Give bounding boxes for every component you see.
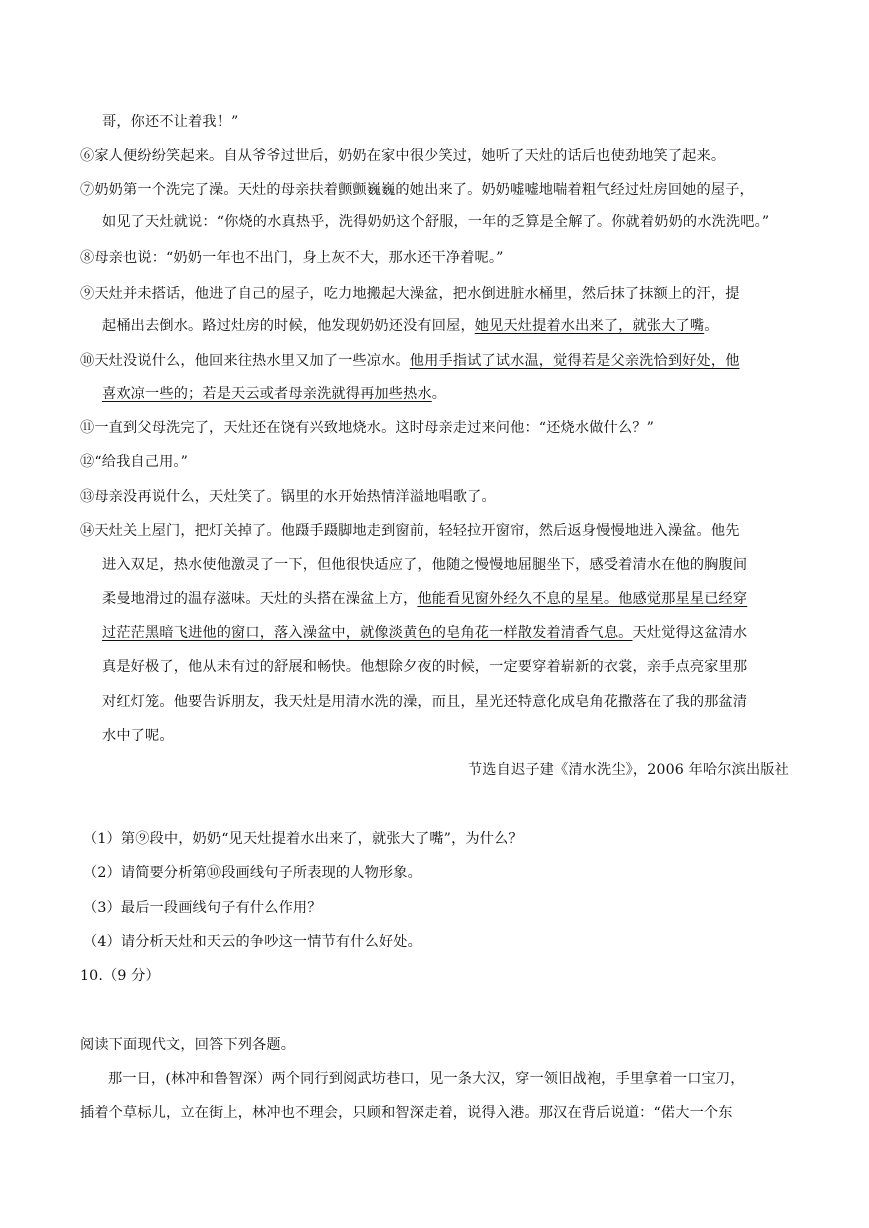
paragraph-10-text: ⑩天灶没说什么，他回来往热水里又加了一些凉水。	[80, 353, 410, 369]
paragraph-14-text-cont: 天灶觉得这盆清水	[632, 625, 748, 641]
paragraph-14-line-6: 对红灯笼。他要告诉朋友，我天灶是用清水洗的澡，而且，星光还特意化成皂角花撒落在了我的那盆清	[102, 694, 748, 710]
paragraph-10-period: 。	[431, 386, 447, 402]
passage-line-2: 插着个草标儿，立在街上，林冲也不理会，只顾和智深走着，说得入港。那汉在背后说道：“偌大一个东	[80, 1105, 733, 1121]
question-4: （4）请分析天灶和天云的争吵这一情节有什么好处。	[83, 934, 422, 950]
underlined-sentence-p9: 她见天灶提着水出来了，就张大了嘴	[474, 318, 705, 334]
paragraph-9-text: 起桶出去倒水。路过灶房的时候，他发现奶奶还没有回屋，	[102, 318, 475, 334]
paragraph-6: ⑥家人便纷纷笑起来。自从爷爷过世后，奶奶在家中很少笑过，她听了天灶的话后也使劲地笑了起来。	[80, 148, 726, 164]
paragraph-10-line-1	[80, 351, 740, 371]
question-2: （2）请简要分析第⑩段画线句子所表现的人物形象。	[83, 865, 422, 881]
paragraph-5-tail: 哥，你还不让着我！”	[102, 114, 239, 130]
paragraph-12: ⑫“给我自己用。”	[80, 454, 189, 470]
paragraph-14-line-3	[102, 589, 747, 609]
paragraph-14-line-2: 进入双足，热水使他激灵了一下，但他很快适应了，他随之慢慢地屈腿坐下，感受着清水在他的胸腹间	[102, 557, 748, 573]
paragraph-13: ⑬母亲没再说什么，天灶笑了。锅里的水开始热情洋溢地唱歌了。	[80, 489, 496, 505]
paragraph-10-line-2	[102, 384, 446, 404]
paragraph-9-line-2	[102, 316, 719, 336]
underlined-sentence-p10-part-2: 喜欢凉一些的；若是天云或者母亲洗就得再加些热水	[102, 386, 432, 402]
paragraph-9-line-1: ⑨天灶并未搭话，他进了自己的屋子，吃力地搬起大澡盆，把水倒进脏水桶里，然后抹了抹额上的汗，提	[80, 286, 740, 302]
paragraph-9-period: 。	[704, 318, 719, 334]
paragraph-14-line-1: ⑭天灶关上屋门，把灯关掉了。他蹑手蹑脚地走到窗前，轻轻拉开窗帘，然后返身慢慢地进入澡盆。他先	[80, 523, 740, 539]
paragraph-14-line-4	[102, 623, 747, 643]
paragraph-11: ⑪一直到父母洗完了，天灶还在饶有兴致地烧水。这时母亲走过来问他：“还烧水做什么？”	[80, 420, 654, 436]
question-1: （1）第⑨段中，奶奶“见天灶提着水出来了，就张大了嘴”，为什么？	[83, 831, 523, 847]
source-citation: 节选自迟子建《清水洗尘》，2006 年哈尔滨出版社	[467, 762, 789, 778]
paragraph-14-line-7: 水中了呢。	[102, 728, 174, 744]
underlined-sentence-p10-part-1: 他用手指试了试水温，觉得若是父亲洗恰到好处，他	[409, 353, 740, 369]
question-3: （3）最后一段画线句子有什么作用？	[83, 900, 322, 916]
question-10-header: 10.（9 分）	[80, 968, 160, 984]
paragraph-14-line-5: 真是好极了，他从未有过的舒展和畅快。他想除夕夜的时候，一定要穿着崭新的衣裳，亲手点亮家里那	[102, 659, 748, 675]
passage-line-1: 那一日，(林冲和鲁智深）两个同行到阅武坊巷口，见一条大汉，穿一领旧战袍，手里拿着一口宝刀，	[108, 1071, 745, 1087]
reading-instruction: 阅读下面现代文，回答下列各题。	[80, 1037, 296, 1053]
paragraph-7-line-2: 如见了天灶就说：“你烧的水真热乎，洗得奶奶这个舒服，一年的乏算是全解了。你就着奶奶的水洗洗吧。”	[102, 214, 770, 230]
paragraph-14-text: 柔曼地滑过的温存滋味。天灶的头搭在澡盆上方，	[102, 591, 418, 607]
paragraph-8: ⑧母亲也说：“奶奶一年也不出门，身上灰不大，那水还干净着呢。”	[80, 250, 504, 266]
underlined-sentence-p14-part-1: 他能看见窗外经久不息的星星。他感觉那星星已经穿	[417, 591, 748, 607]
paragraph-7-line-1: ⑦奶奶第一个洗完了澡。天灶的母亲扶着颤颤巍巍的她出来了。奶奶嘘嘘地喘着粗气经过灶房回她的屋子，	[80, 182, 754, 198]
underlined-sentence-p14-part-2: 过茫茫黑暗飞进他的窗口，落入澡盆中，就像淡黄色的皂角花一样散发着清香气息。	[102, 625, 633, 641]
